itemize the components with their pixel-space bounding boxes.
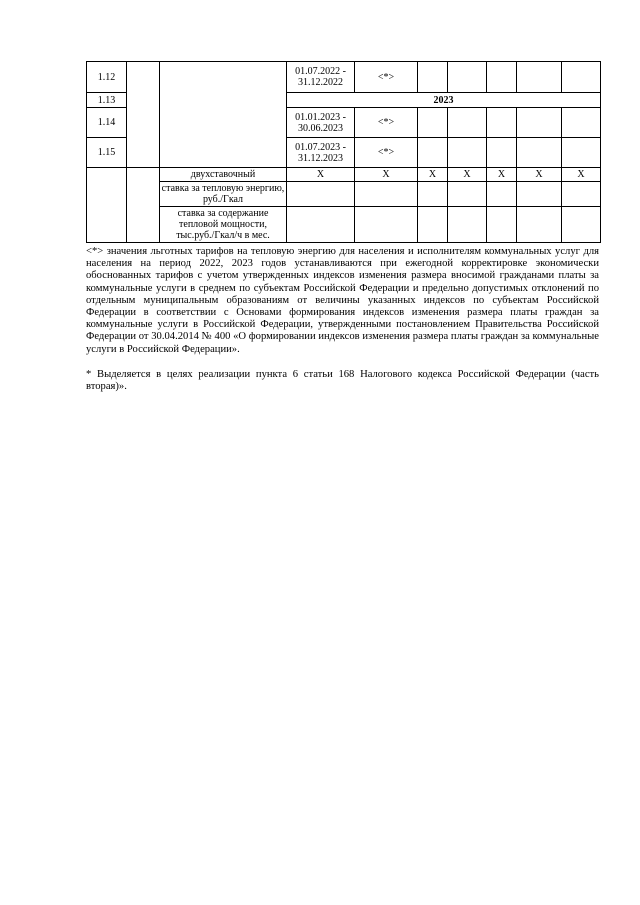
empty-cell xyxy=(517,108,562,138)
row-number: 1.13 xyxy=(87,93,127,108)
empty-cell xyxy=(355,207,418,243)
empty-cell xyxy=(418,62,448,93)
period-cell: 01.07.2022 - 31.12.2022 xyxy=(287,62,355,93)
period-cell: 01.07.2023 - 31.12.2023 xyxy=(287,138,355,168)
empty-cell xyxy=(448,207,487,243)
table-row xyxy=(87,62,601,93)
empty-cell xyxy=(517,138,562,168)
empty-cell xyxy=(127,168,160,243)
empty-cell xyxy=(517,182,562,207)
empty-cell xyxy=(562,182,601,207)
empty-cell xyxy=(448,182,487,207)
year-header: 2023 xyxy=(287,93,601,108)
empty-cell xyxy=(87,168,127,243)
x-mark: Х xyxy=(355,168,418,182)
empty-cell xyxy=(562,108,601,138)
marker-cell: <*> xyxy=(355,138,418,168)
empty-cell xyxy=(487,207,517,243)
empty-cell xyxy=(127,62,160,168)
table-row xyxy=(87,168,601,182)
footnotes xyxy=(86,246,599,393)
period-cell: 01.01.2023 - 30.06.2023 xyxy=(287,108,355,138)
tariff-table xyxy=(86,61,601,243)
capacity-rate-label: ставка за содержание тепловой мощности, тыс.руб./Гкал/ч в мес. xyxy=(160,207,287,243)
empty-cell xyxy=(160,62,287,168)
empty-cell xyxy=(487,138,517,168)
empty-cell xyxy=(355,182,418,207)
empty-cell xyxy=(487,182,517,207)
table-row xyxy=(87,182,601,207)
x-mark: Х xyxy=(487,168,517,182)
empty-cell xyxy=(517,207,562,243)
empty-cell xyxy=(418,138,448,168)
empty-cell xyxy=(448,62,487,93)
empty-cell xyxy=(517,62,562,93)
x-mark: Х xyxy=(418,168,448,182)
empty-cell xyxy=(562,138,601,168)
marker-cell: <*> xyxy=(355,62,418,93)
empty-cell xyxy=(448,108,487,138)
empty-cell xyxy=(418,182,448,207)
empty-cell xyxy=(287,182,355,207)
x-mark: Х xyxy=(287,168,355,182)
empty-cell xyxy=(418,207,448,243)
x-mark: Х xyxy=(517,168,562,182)
energy-rate-label: ставка за тепловую энергию, руб./Гкал xyxy=(160,182,287,207)
tariff-footnote: <*> значения льготных тарифов на тепловую энергию для населения и исполнителям коммунальных услуг для населения на период 2022, 2023 годов устанавливаются при ежегодной корректировке экономически обоснованных тарифов с учетом утвержденных индексов изменения размера вносимой гражданами платы за коммунальные услуги в среднем по субъектам Российской Федерации и предельно допустимых отклонений по отдельным муниципальным образованиям от величины указанных индексов по субъектам Российской Федерации в соответствии с Основами формирования индексов изменения размера платы граждан за коммунальные услуги в Российской Федерации, утвержденными постановлением Правительства Российской Федерации от 30.04.2014 № 400 «О формировании индексов изменения размера платы граждан за коммунальные услуги в Российской Федерации». xyxy=(86,246,599,355)
row-number: 1.15 xyxy=(87,138,127,168)
empty-cell xyxy=(487,62,517,93)
x-mark: Х xyxy=(448,168,487,182)
two-part-label: двухставочный xyxy=(160,168,287,182)
row-number: 1.12 xyxy=(87,62,127,93)
marker-cell: <*> xyxy=(355,108,418,138)
empty-cell xyxy=(487,108,517,138)
table-row xyxy=(87,207,601,243)
spacer xyxy=(86,356,599,369)
empty-cell xyxy=(562,62,601,93)
tax-code-footnote: * Выделяется в целях реализации пункта 6 статьи 168 Налогового кодекса Российской Федерации (часть вторая)». xyxy=(86,368,599,393)
empty-cell xyxy=(448,138,487,168)
x-mark: Х xyxy=(562,168,601,182)
empty-cell xyxy=(418,108,448,138)
empty-cell xyxy=(287,207,355,243)
row-number: 1.14 xyxy=(87,108,127,138)
empty-cell xyxy=(562,207,601,243)
